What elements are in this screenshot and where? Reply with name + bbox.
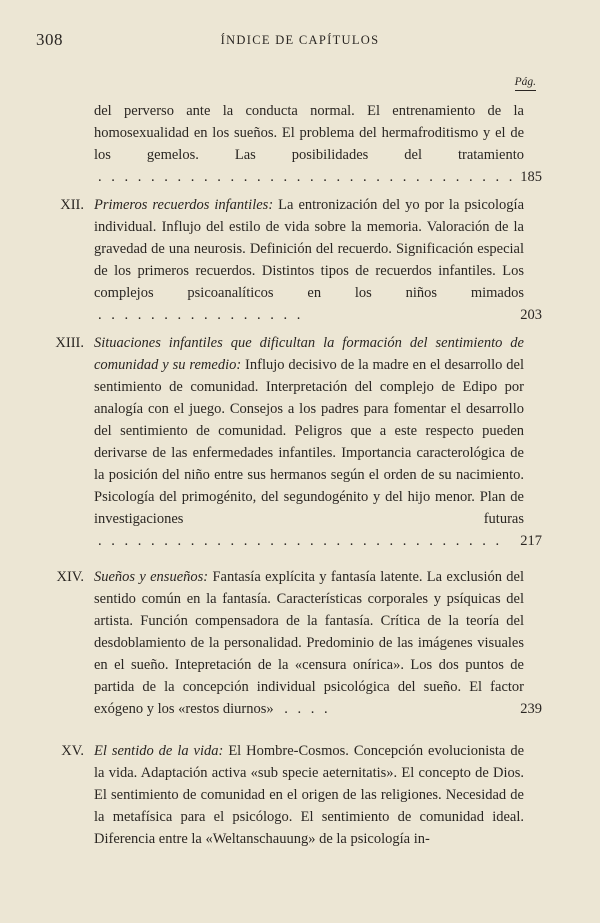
entry-page-number: 239 — [520, 701, 542, 717]
chapter-numeral: XIV. — [56, 569, 84, 585]
toc-entry-continuation — [30, 100, 550, 188]
chapter-numeral: XII. — [60, 197, 84, 213]
pag-column-label: Pág. — [515, 76, 536, 91]
entry-body-text: La entronización del yo por la psicología individual. Influjo del estilo de vida sobre la memoria. Valoración de la gravedad de una neurosis. Definición del recuerdo. Significación especial de los primeros recuerdos. Distintos tipos de recuerdos infantiles. Los complejos psicoanalíticos en los niños mimados — [94, 197, 525, 301]
entry-body-text: del perverso ante la conducta normal. El entrenamiento de la homosexualidad en los sueños. El problema del hermafroditismo y el de los gemelos. Las posibilidades del tratamiento — [94, 103, 524, 163]
toc-entry-xv — [30, 740, 550, 850]
dot-leader: . . . . . . . . . . . . . . . . . . . . . . . . . . . . . . . — [98, 533, 503, 549]
chapter-title: Situaciones infantiles que dificultan la formación del sentimiento de comunidad y su remedio: — [94, 335, 524, 373]
chapter-numeral: XV. — [61, 743, 84, 759]
entry-body-text: Influjo decisivo de la madre en el desarrollo del sentimiento de comunidad. Interpretación del complejo de Edipo por analogía con el juego. Consejos a los padres para fomentar el desarrollo del sentimiento de comunidad. Peligros que a este respecto pueden derivarse de las enfermedades infantiles. Importancia caracterológica de la posición del niño entre sus hermanos según el orden de su nacimiento. Psicología del primogénito, del segundogénito y del hijo menor. Plan de investigaciones futuras — [94, 357, 524, 527]
entry-page-number: 203 — [520, 307, 542, 323]
entry-text — [94, 100, 524, 188]
chapter-title: Sueños y ensueños: — [94, 569, 209, 585]
entry-body-text: Fantasía explícita y fantasía latente. La exclusión del sentido común en la fantasía. Características corporales y psíquicas del artista. Función compensadora de la fantasía. Crítica de la teoría del desdoblamiento de la personalidad. Predominio de las imágenes visuales en el sueño. Intepretación de la «censura onírica». Los dos puntos de partida de la concepción individual psicológica del sueño. El factor exógeno y los «restos diurnos» — [94, 569, 524, 717]
entry-text — [94, 194, 524, 326]
entry-text — [94, 332, 524, 552]
entry-page-number: 185 — [520, 169, 542, 185]
toc-entry-xiv — [30, 566, 550, 720]
toc-entry-xiii — [30, 332, 550, 552]
dot-leader: . . . . — [277, 701, 331, 717]
entry-body-text: El Hombre-Cosmos. Concepción evolucionista de la vida. Adaptación activa «sub specie aeternitatis». El concepto de Dios. El sentimiento de comunidad en el origen de las religiones. Necesidad de la metafísica para el psicólogo. El sentimiento de comunidad ideal. Diferencia entre la «Weltanschauung» de la psicología in- — [94, 743, 525, 847]
running-head: ÍNDICE DE CAPÍTULOS — [220, 33, 380, 47]
chapter-numeral: XIII. — [55, 335, 84, 351]
chapter-title: El sentido de la vida: — [94, 743, 224, 759]
entry-text — [94, 740, 524, 850]
dot-leader: . . . . . . . . . . . . . . . . . . . . . . . . . . . . . . . . — [98, 169, 516, 185]
chapter-title: Primeros recuerdos infantiles: — [94, 197, 274, 213]
entry-page-number: 217 — [520, 533, 542, 549]
page-number: 308 — [36, 30, 63, 49]
toc-entry-xii — [30, 194, 550, 326]
entry-text — [94, 566, 524, 720]
dot-leader: . . . . . . . . . . . . . . . . — [98, 307, 304, 323]
